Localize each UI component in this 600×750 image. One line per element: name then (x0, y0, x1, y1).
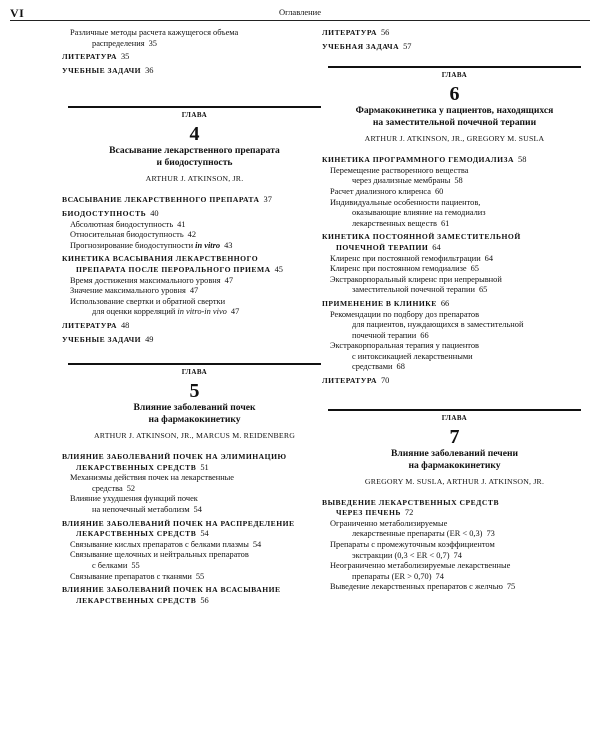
toc-section: КИНЕТИКА ВСАСЫВАНИЯ ЛЕКАРСТВЕННОГО ПРЕПАРАТА ПОСЛЕ ПЕРОРАЛЬНОГО ПРИЕМА 45 (62, 254, 283, 274)
chapter-6-heading (322, 66, 587, 143)
toc-entry: Расчет диализного клиренса 60 (330, 186, 444, 196)
page-ref: 47 (189, 286, 199, 296)
page-ref: 66 (420, 330, 429, 340)
chapter-label: ГЛАВА (181, 368, 208, 377)
page-ref: 57 (403, 41, 412, 51)
toc-entry: Клиренс при постоянной гемофильтрации 64 (330, 253, 494, 263)
toc-entry: Время достижения максимального уровня 47 (70, 275, 234, 285)
toc-section: ВЛИЯНИЕ ЗАБОЛЕВАНИЙ ПОЧЕК НА ЭЛИМИНАЦИЮ ЛЕКАРСТВЕННЫХ СРЕДСТВ 51 (62, 452, 287, 472)
toc-entry: Экстракорпоральный клиренс при непрерывной заместительной почечной терапии 65 (330, 274, 502, 295)
toc-entry: Связывание щелочных и нейтральных препаратов с белками 55 (70, 550, 249, 571)
chapter-4-heading (62, 106, 327, 183)
toc-entry-tasks: УЧЕБНАЯ ЗАДАЧА 57 (322, 41, 412, 51)
toc-entry: Значение максимального уровня 47 (70, 286, 199, 296)
page-ref: 54 (200, 529, 209, 539)
page-ref: 56 (200, 595, 209, 605)
running-title: Оглавление (279, 7, 321, 17)
page-ref: 54 (193, 505, 202, 515)
toc-entry: Влияние ухудшения функций почек на непочечный метаболизм 54 (70, 494, 202, 515)
header-rule (10, 20, 590, 21)
toc-section: ВЫВЕДЕНИЕ ЛЕКАРСТВЕННЫХ СРЕДСТВ ЧЕРЕЗ ПЕЧЕНЬ 72 (322, 497, 500, 518)
chapter-title: Всасывание лекарственного препарата и биодоступность (109, 145, 280, 169)
page-ref: 58 (518, 155, 527, 165)
chapter-title: Влияние заболеваний печени на фармакокинетику (390, 447, 519, 471)
toc-entry-tasks: УЧЕБНЫЕ ЗАДАЧИ 49 (62, 334, 154, 344)
page-ref: 36 (145, 65, 154, 75)
page-header (0, 0, 600, 22)
page-ref: 65 (478, 285, 488, 295)
toc-entry: Абсолютная биодоступность 41 (70, 219, 186, 229)
toc-entry: Механизмы действия почек на лекарственные средства 52 (70, 473, 235, 493)
page-ref: 45 (274, 264, 283, 274)
page-ref: 54 (252, 539, 262, 549)
chapter-label: ГЛАВА (441, 71, 468, 80)
page-ref: 51 (200, 462, 209, 472)
page-ref: 55 (195, 571, 205, 581)
toc-entry: Экстракорпоральная терапия у пациентов с интоксикацией лекарственными средствами 68 (330, 341, 479, 372)
chapter-authors: ARTHUR J. ATKINSON, JR., MARCUS M. REIDENBERG (93, 431, 296, 441)
page-ref: 66 (440, 298, 450, 308)
page-ref: 52 (126, 483, 136, 493)
toc-entry: Рекомендации по подбору доз препаратов для пациентов, нуждающихся в заместительной почечной терапии 66 (330, 309, 524, 340)
toc-section: БИОДОСТУПНОСТЬ 40 (62, 208, 159, 218)
chapter-authors: GREGORY M. SUSLA, ARTHUR J. ATKINSON, JR. (364, 476, 545, 486)
page-ref: 70 (380, 376, 390, 386)
chapter-number: 6 (449, 83, 460, 106)
page-ref: 37 (263, 195, 272, 205)
chapter-7-heading (322, 409, 587, 486)
chapter-authors: ARTHUR J. ATKINSON, JR. (145, 174, 244, 184)
chapter-label: ГЛАВА (181, 111, 208, 120)
toc-entry: Связывание препаратов с тканями 55 (70, 571, 205, 581)
page-ref: 58 (454, 176, 463, 186)
toc-entry: Препараты с промежуточным коэффициентом экстракции (0,3 < ER < 0,7) 74 (330, 540, 495, 560)
page-ref: 74 (453, 550, 462, 560)
page-ref: 64 (484, 253, 494, 263)
toc-entry: Ограниченно метаболизируемые лекарственные препараты (ER < 0,3) 73 (330, 518, 495, 539)
page-ref: 43 (224, 240, 233, 250)
page-ref: 41 (177, 219, 186, 229)
toc-entry: Неограниченно метаболизируемые лекарственные препараты (ER > 0,70) 74 (330, 561, 511, 581)
chapter-label: ГЛАВА (441, 413, 468, 422)
toc-entry: Клиренс при постоянном гемодиализе 65 (330, 264, 479, 274)
toc-entry: Перемещение растворенного вещества через диализные мембраны 58 (330, 165, 469, 186)
chapter-title: Влияние заболеваний почек на фармакокинетику (133, 402, 256, 426)
page-ref: 73 (486, 529, 495, 539)
page-ref: 47 (224, 275, 234, 285)
page-number: VI (10, 6, 25, 20)
toc-right-column (322, 28, 587, 593)
toc-left-column (62, 28, 327, 606)
page-ref: 55 (131, 561, 140, 571)
toc-entry: Индивидуальные особенности пациентов, оказывающие влияние на гемодиализ лекарственных веществ 61 (330, 197, 486, 228)
page-ref: 60 (434, 186, 444, 196)
page-ref: 48 (120, 320, 130, 330)
page-ref: 35 (148, 38, 157, 48)
page-ref: 42 (187, 230, 197, 240)
chapter-5-heading (62, 363, 327, 440)
toc-entry-literature: ЛИТЕРАТУРА 56 (322, 28, 390, 37)
toc-entry-literature: ЛИТЕРАТУРА 70 (322, 376, 390, 386)
toc-entry: Различные методы расчета кажущегося объема распределения 35 (70, 28, 239, 48)
toc-section: ВСАСЫВАНИЕ ЛЕКАРСТВЕННОГО ПРЕПАРАТА 37 (62, 195, 272, 205)
page-ref: 65 (470, 264, 479, 274)
page-ref: 61 (440, 218, 450, 228)
page-ref: 40 (150, 208, 159, 218)
toc-section: КИНЕТИКА ПРОГРАММНОГО ГЕМОДИАЛИЗА 58 (322, 155, 527, 165)
toc-entry: Использование свертки и обратной свертки для оценки корреляций in vitro-in vivo 47 (70, 296, 240, 317)
toc-section: ВЛИЯНИЕ ЗАБОЛЕВАНИЙ ПОЧЕК НА РАСПРЕДЕЛЕНИЕ ЛЕКАРСТВЕННЫХ СРЕДСТВ 54 (62, 518, 295, 539)
page-ref: 35 (120, 52, 130, 62)
toc-section: ВЛИЯНИЕ ЗАБОЛЕВАНИЙ ПОЧЕК НА ВСАСЫВАНИЕ ЛЕКАРСТВЕННЫХ СРЕДСТВ 56 (62, 585, 281, 605)
chapter-number: 7 (449, 425, 460, 448)
page-ref: 75 (506, 582, 516, 592)
toc-entry-literature: ЛИТЕРАТУРА 35 (62, 52, 130, 62)
page-ref: 74 (435, 571, 444, 581)
toc-entry-tasks: УЧЕБНЫЕ ЗАДАЧИ 36 (62, 65, 154, 75)
toc-entry: Связывание кислых препаратов с белками плазмы 54 (70, 539, 262, 549)
toc-entry: Выведение лекарственных препаратов с желчью 75 (330, 582, 516, 592)
toc-entry-literature: ЛИТЕРАТУРА 48 (62, 320, 130, 330)
toc-entry: Относительная биодоступность 42 (70, 230, 197, 240)
page-ref: 56 (380, 28, 390, 37)
chapter-authors: ARTHUR J. ATKINSON, JR., GREGORY M. SUSLA (364, 134, 545, 144)
page-ref: 72 (404, 508, 414, 518)
chapter-title: Фармакокинетика у пациентов, находящихся на заместительной почечной терапии (355, 105, 554, 129)
chapter-number: 5 (189, 380, 200, 403)
page-ref: 49 (145, 334, 154, 344)
page-ref: 47 (230, 307, 240, 317)
toc-section: ПРИМЕНЕНИЕ В КЛИНИКЕ 66 (322, 298, 450, 308)
toc-entry: Прогнозирование биодоступности in vitro 43 (70, 240, 233, 250)
page-ref: 64 (432, 242, 441, 252)
chapter-number: 4 (189, 123, 200, 146)
page-ref: 68 (396, 362, 405, 372)
toc-section: КИНЕТИКА ПОСТОЯННОЙ ЗАМЕСТИТЕЛЬНОЙ ПОЧЕЧНОЙ ТЕРАПИИ 64 (322, 232, 521, 252)
